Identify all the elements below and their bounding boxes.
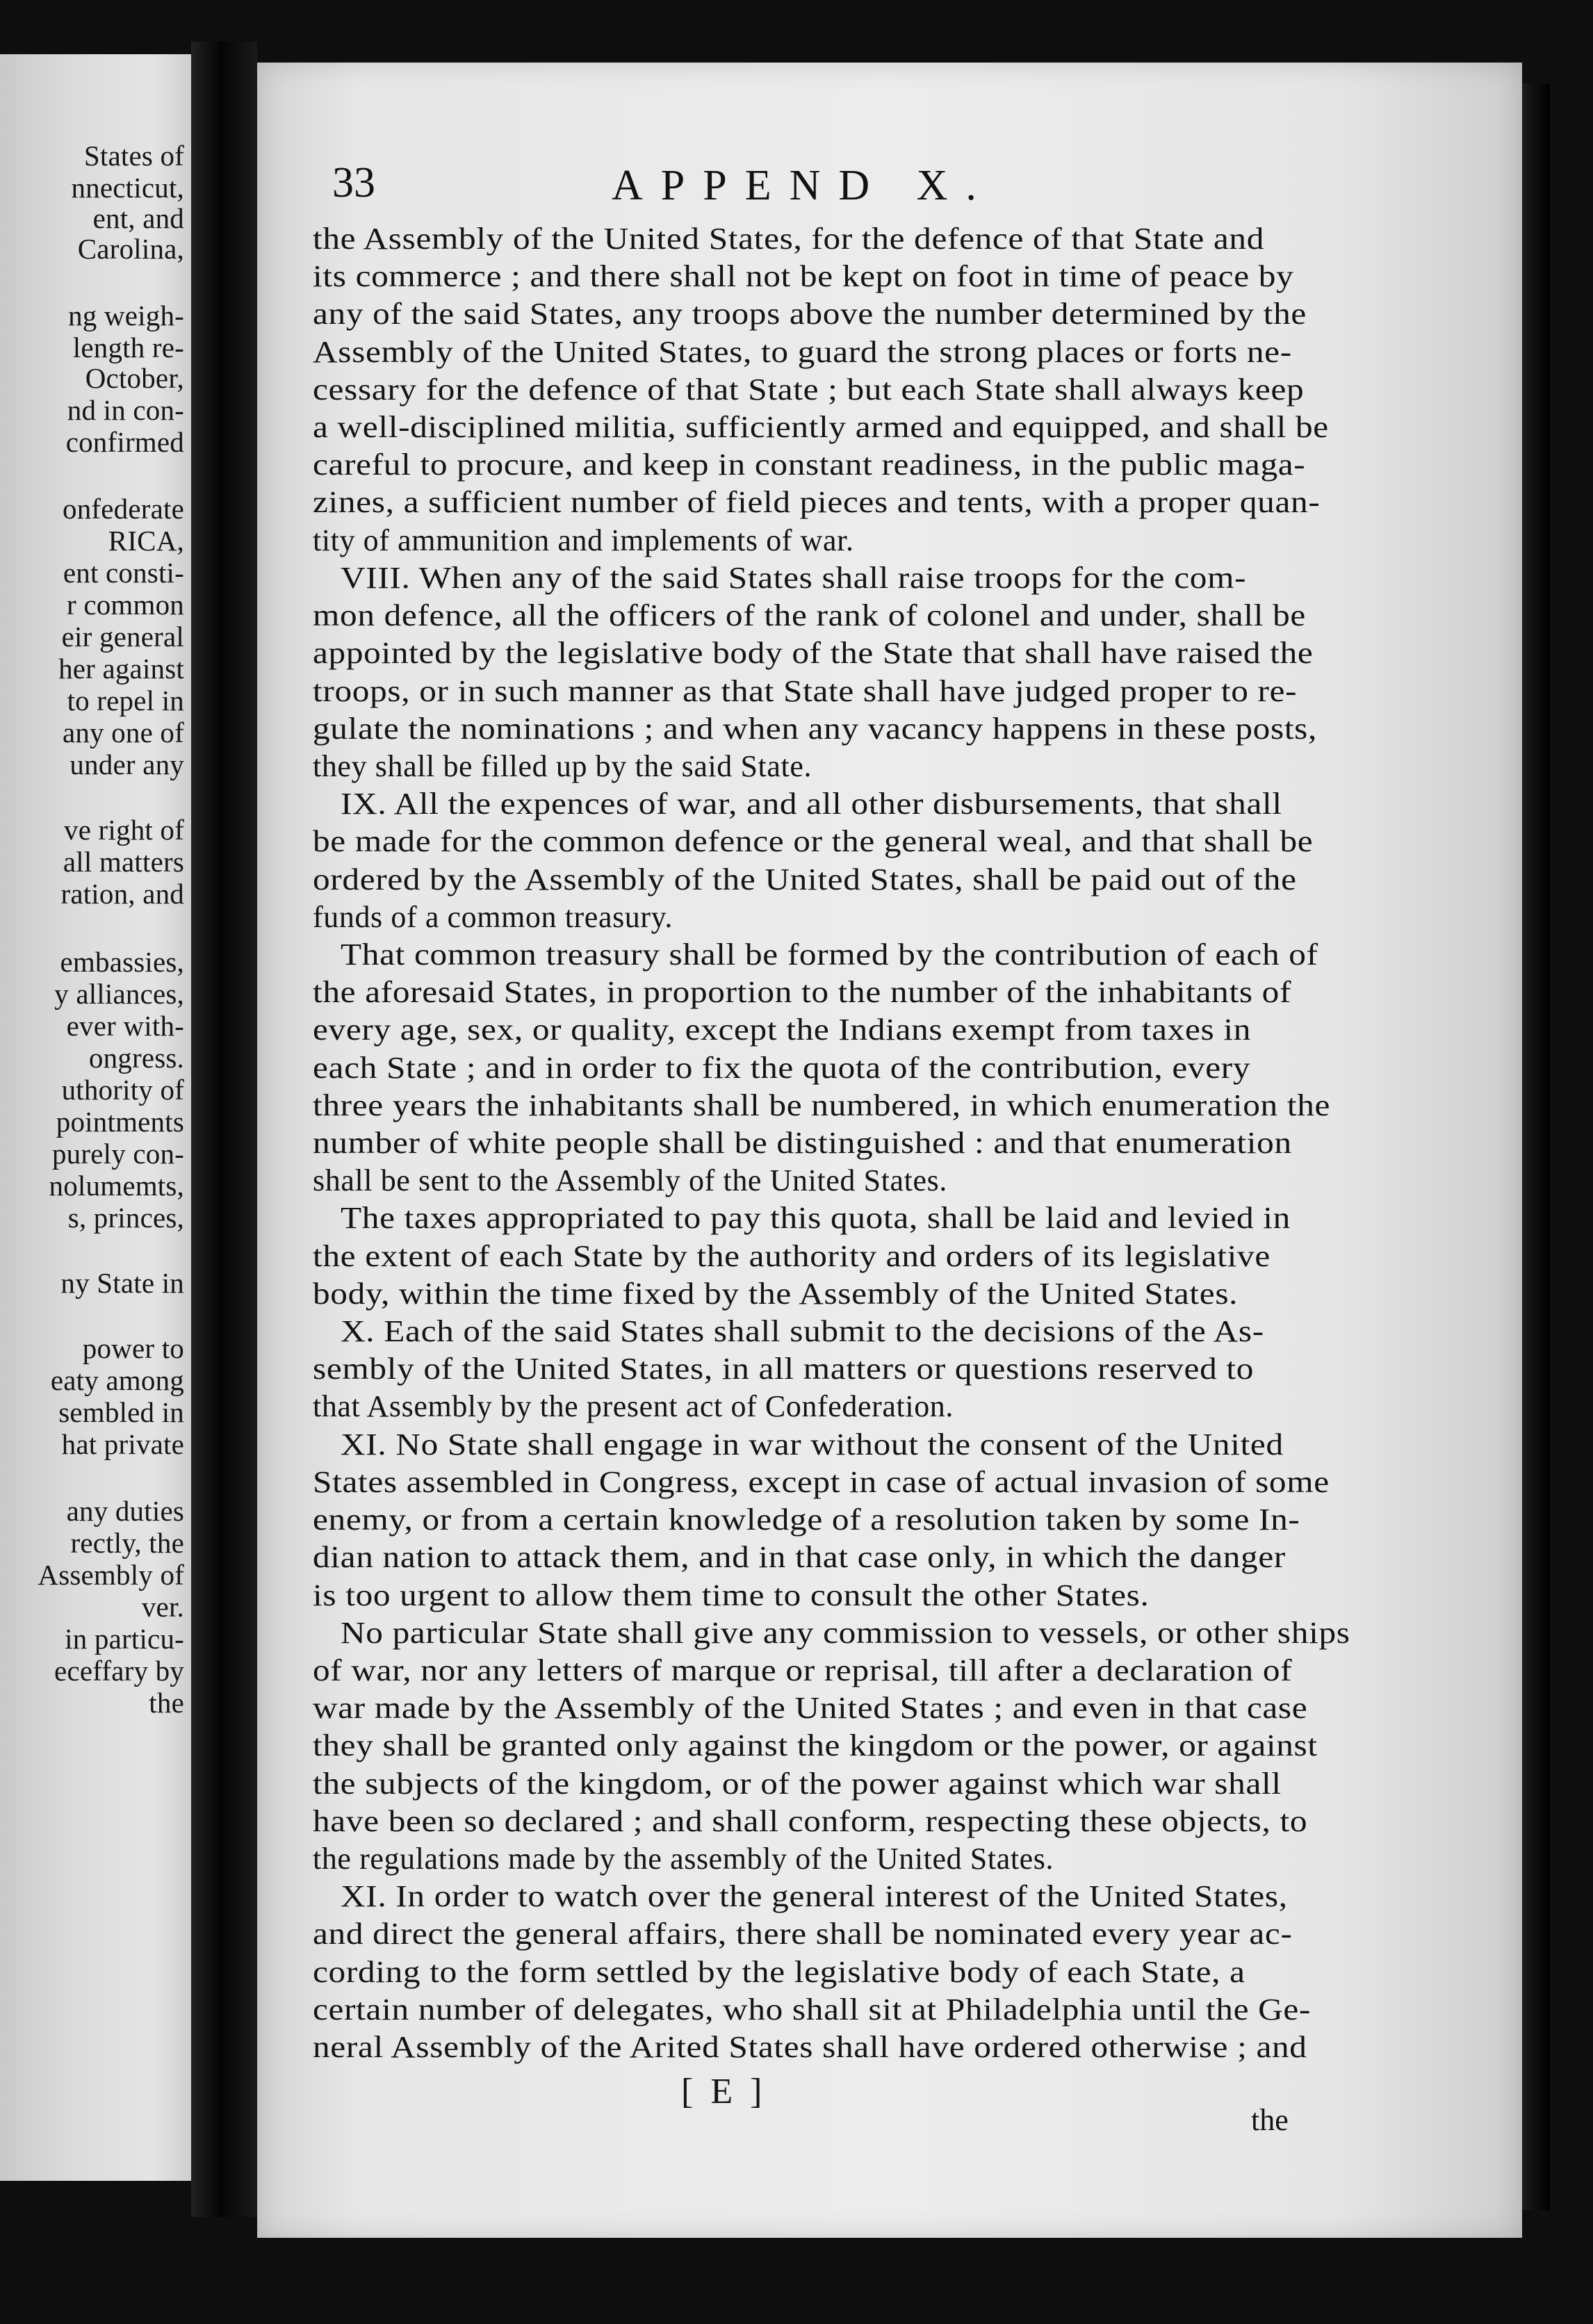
body-line: gulate the nominations ; and when any vacancy happens in these posts,: [313, 712, 1318, 746]
body-line: Assembly of the United States, to guard the strong places or forts ne-: [313, 335, 1292, 369]
body-line: the extent of each State by the authority and orders of its legislative: [313, 1239, 1271, 1273]
left-page-line: sembled in: [58, 1396, 184, 1428]
body-line: States assembled in Congress, except in case of actual invasion of some: [313, 1465, 1330, 1499]
left-page-line: embassies,: [60, 946, 184, 978]
left-page-line: eaty among: [50, 1364, 184, 1396]
left-page-line: purely con-: [51, 1138, 184, 1170]
left-page-line: rectly, the: [70, 1527, 184, 1559]
body-line: the Assembly of the United States, for the defence of that State and: [313, 222, 1265, 256]
body-line: neral Assembly of the Arited States shall have ordered otherwise ; and: [313, 2030, 1307, 2064]
left-page-line: the: [149, 1687, 184, 1719]
body-line: IX. All the expences of war, and all other disbursements, that shall: [341, 787, 1282, 821]
body-line: and direct the general affairs, there shall be nominated every year ac-: [313, 1917, 1293, 1951]
body-line: body, within the time fixed by the Assembly of the United States.: [313, 1277, 1239, 1311]
left-page-line: RICA,: [108, 525, 184, 557]
body-line: XI. No State shall engage in war without the consent of the United: [341, 1427, 1284, 1462]
body-line: VIII. When any of the said States shall raise troops for the com-: [341, 561, 1247, 595]
running-head: APPEND X.: [612, 162, 995, 209]
body-line: appointed by the legislative body of the State that shall have raised the: [313, 636, 1314, 670]
body-line: the aforesaid States, in proportion to the number of the inhabitants of: [313, 975, 1292, 1009]
body-line: careful to procure, and keep in constant readiness, in the public maga-: [313, 448, 1306, 482]
left-page-line: Assembly of: [38, 1559, 184, 1591]
body-line: war made by the Assembly of the United States ; and even in that case: [313, 1691, 1308, 1725]
left-page-line: power to: [82, 1332, 184, 1364]
left-page-line: ny State in: [60, 1267, 184, 1299]
body-line: a well-disciplined militia, sufficiently armed and equipped, and shall be: [313, 410, 1329, 444]
left-facing-page: [0, 54, 191, 2181]
body-line: is too urgent to allow them time to consult the other States.: [313, 1578, 1150, 1612]
left-page-line: eir general: [61, 621, 184, 653]
body-line: zines, a sufficient number of field pieces and tents, with a proper quan-: [313, 485, 1321, 519]
left-page-line: ever with-: [66, 1010, 184, 1042]
body-line: its commerce ; and there shall not be kept on foot in time of peace by: [313, 259, 1294, 293]
body-line: cording to the form settled by the legislative body of each State, a: [313, 1955, 1245, 1989]
body-line: the subjects of the kingdom, or of the power against which war shall: [313, 1767, 1282, 1801]
left-page-line: ongress.: [88, 1042, 184, 1074]
left-page-line: eceffary by: [54, 1655, 184, 1687]
body-line: cessary for the defence of that State ; but each State shall always keep: [313, 373, 1305, 407]
left-page-line: in particu-: [65, 1623, 184, 1655]
left-page-line: y alliances,: [54, 978, 184, 1010]
left-page-line: ng weigh-: [68, 300, 184, 332]
body-line: have been so declared ; and shall conform, respecting these objects, to: [313, 1804, 1308, 1838]
left-page-line: any one of: [62, 717, 184, 748]
body-line: be made for the common defence or the general weal, and that shall be: [313, 824, 1314, 858]
body-line: X. Each of the said States shall submit to the decisions of the As-: [341, 1314, 1264, 1348]
left-page-line: length re-: [72, 332, 184, 363]
left-page-line: under any: [70, 748, 184, 780]
signature-mark: [ E ]: [681, 2072, 767, 2111]
body-line: No particular State shall give any commission to vessels, or other ships: [341, 1616, 1350, 1650]
left-page-line: onfederate: [63, 493, 184, 525]
left-page-line: r common: [67, 589, 184, 621]
body-line: The taxes appropriated to pay this quota, shall be laid and levied in: [341, 1201, 1291, 1235]
body-line: sembly of the United States, in all matters or questions reserved to: [313, 1352, 1255, 1386]
body-line: That common treasury shall be formed by the contribution of each of: [341, 938, 1318, 972]
left-page-line: any duties: [66, 1495, 184, 1527]
left-page-line: ve right of: [64, 814, 184, 846]
body-line: XI. In order to watch over the general interest of the United States,: [341, 1879, 1288, 1913]
body-line: any of the said States, any troops above the number determined by the: [313, 297, 1307, 331]
body-line: tity of ammunition and implements of war.: [313, 523, 854, 557]
left-page-line: nolumemts,: [49, 1170, 184, 1202]
left-page-line: ration, and: [60, 878, 184, 910]
body-line: mon defence, all the officers of the rank of colonel and under, shall be: [313, 598, 1306, 632]
left-page-line: October,: [85, 362, 184, 394]
left-page-line: ver.: [141, 1591, 184, 1623]
left-page-line: her against: [58, 653, 184, 685]
left-page-line: to repel in: [67, 685, 184, 717]
left-page-line: s, princes,: [67, 1202, 184, 1234]
body-line: shall be sent to the Assembly of the United States.: [313, 1163, 947, 1197]
body-line: troops, or in such manner as that State shall have judged proper to re-: [313, 674, 1298, 708]
left-page-line: nnecticut,: [71, 172, 184, 204]
left-page-line: pointments: [56, 1106, 184, 1138]
binding-gutter: [191, 42, 257, 2217]
body-line: dian nation to attack them, and in that case only, in which the danger: [313, 1540, 1286, 1574]
left-page-line: nd in con-: [67, 394, 184, 426]
page-number: 33: [332, 159, 375, 206]
left-page-line: confirmed: [65, 426, 184, 458]
body-line: certain number of delegates, who shall sit at Philadelphia until the Ge-: [313, 1992, 1312, 2027]
left-page-line: all matters: [63, 846, 184, 878]
left-page-line: ent, and: [92, 202, 184, 234]
catchword: the: [1251, 2103, 1289, 2137]
body-line: they shall be filled up by the said State.: [313, 749, 812, 783]
body-line: ordered by the Assembly of the United States, shall be paid out of the: [313, 862, 1297, 897]
left-page-line: hat private: [61, 1428, 184, 1460]
body-line: funds of a common treasury.: [313, 900, 673, 934]
left-page-line: States of: [83, 140, 184, 172]
body-line: of war, nor any letters of marque or reprisal, till after a declaration of: [313, 1653, 1293, 1687]
body-line: each State ; and in order to fix the quota of the contribution, every: [313, 1051, 1251, 1085]
body-line: that Assembly by the present act of Confederation.: [313, 1389, 954, 1423]
body-line: number of white people shall be distinguished : and that enumeration: [313, 1126, 1292, 1160]
body-line: every age, sex, or quality, except the Indians exempt from taxes in: [313, 1013, 1252, 1047]
left-page-line: ent consti-: [63, 557, 184, 589]
body-line: the regulations made by the assembly of the United States.: [313, 1842, 1054, 1876]
body-line: enemy, or from a certain knowledge of a resolution taken by some In-: [313, 1503, 1300, 1537]
left-page-line: uthority of: [61, 1074, 184, 1106]
body-line: they shall be granted only against the kingdom or the power, or against: [313, 1728, 1318, 1762]
page-edge-shadow: [1522, 83, 1550, 2210]
left-page-line: Carolina,: [77, 233, 184, 265]
body-line: three years the inhabitants shall be numbered, in which enumeration the: [313, 1088, 1331, 1122]
